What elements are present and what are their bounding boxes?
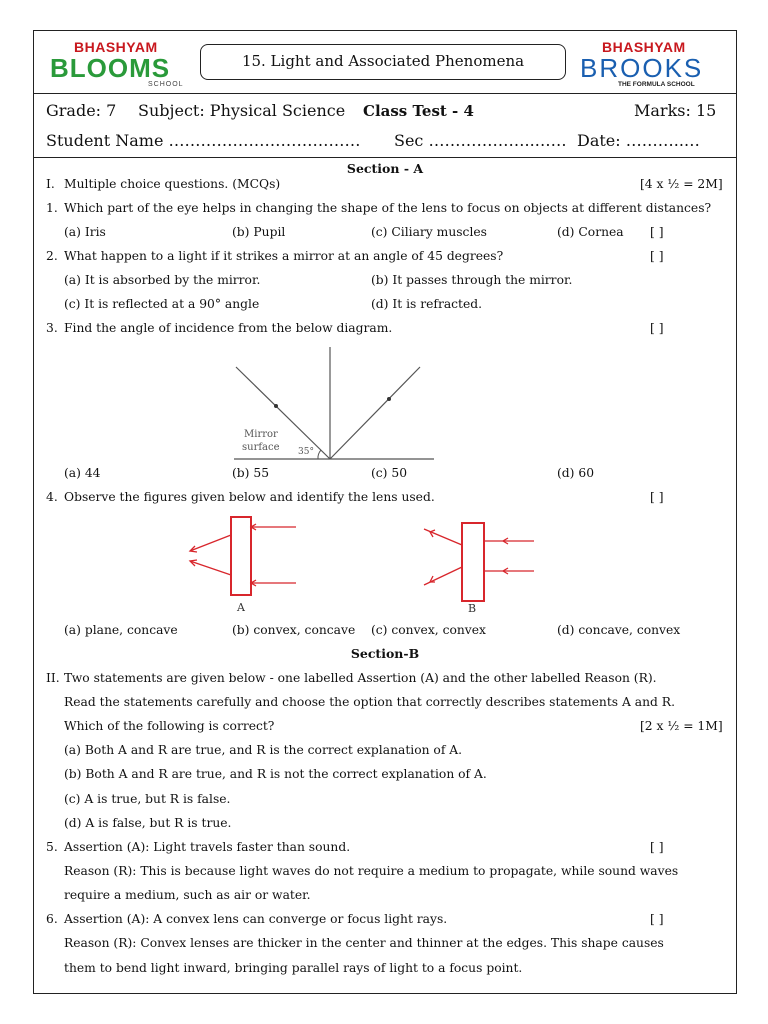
brooks-logo-main: BROOKS (580, 53, 704, 83)
blooms-logo-main: BLOOMS (50, 53, 171, 83)
section-b-heading: Section-B (350, 646, 420, 661)
ar-option-a: (a) Both A and R are true, and R is the correct explanation of A. (64, 743, 463, 757)
part-ii-line-1: Two statements are given below - one labelled Assertion (A) and the other labelled Reason (R). (64, 671, 657, 685)
section-a-heading: Section - A (346, 161, 424, 176)
q3-option-d: (d) 60 (557, 466, 595, 480)
q1-option-d: (d) Cornea (557, 225, 624, 239)
lens-figure-a (184, 515, 304, 613)
ar-option-d: (d) A is false, but R is true. (64, 816, 232, 830)
q4-option-a: (a) plane, concave (64, 623, 178, 637)
q5-answer-box[interactable]: [ ] (650, 840, 664, 854)
lens-b-rect (462, 523, 484, 601)
q1-text: Which part of the eye helps in changing the shape of the lens to focus on objects at different distances? (64, 201, 712, 215)
test-paper (33, 30, 737, 994)
blooms-logo-top: BHASHYAM (74, 39, 158, 55)
angle-label: 35° (298, 447, 314, 457)
q3-option-b: (b) 55 (232, 466, 270, 480)
part-i-text: Multiple choice questions. (MCQs) (64, 177, 281, 191)
q5-assertion: Assertion (A): Light travels faster than sound. (64, 840, 351, 854)
ar-option-c: (c) A is true, but R is false. (64, 792, 231, 806)
lens-b-label: B (468, 602, 477, 613)
blooms-logo-sub: SCHOOL (148, 81, 184, 88)
q5-reason-1: Reason (R): This is because light waves do not require a medium to propagate, while sound waves (64, 864, 679, 878)
q4-option-d: (d) concave, convex (557, 623, 681, 637)
student-name-field[interactable]: Student Name ……………………………… (46, 131, 361, 150)
angle-arc (318, 450, 321, 459)
lens-a-rect (231, 517, 251, 595)
q6-answer-box[interactable]: [ ] (650, 912, 664, 926)
date-field[interactable]: Date: ………..… (577, 131, 700, 150)
q1-option-c: (c) Ciliary muscles (371, 225, 487, 239)
q6-number: 6. (46, 912, 58, 926)
reflected-arrow (387, 397, 391, 401)
q1-number: 1. (46, 201, 58, 215)
chapter-title: 15. Light and Associated Phenomena (200, 44, 566, 80)
part-ii-marks: [2 x ½ = 1M] (640, 719, 723, 733)
brooks-logo-top: BHASHYAM (602, 39, 686, 55)
paper-header (34, 31, 736, 94)
q4-answer-box[interactable]: [ ] (650, 490, 664, 504)
q2-number: 2. (46, 249, 58, 263)
q4-option-b: (b) convex, concave (232, 623, 356, 637)
section-field[interactable]: Sec ………………..…… (394, 131, 567, 150)
q3-option-c: (c) 50 (371, 466, 408, 480)
q4-number: 4. (46, 490, 58, 504)
q6-reason-1: Reason (R): Convex lenses are thicker in the center and thinner at the edges. This shape causes (64, 936, 664, 950)
q2-option-a: (a) It is absorbed by the mirror. (64, 273, 261, 287)
lens-figure-b (416, 515, 556, 613)
reflection-diagram (224, 343, 454, 467)
part-ii-line-3: Which of the following is correct? (64, 719, 275, 733)
q2-option-b: (b) It passes through the mirror. (371, 273, 573, 287)
blooms-logo (48, 39, 208, 89)
part-ii-number: II. (46, 671, 60, 685)
brooks-logo-sub: THE FORMULA SCHOOL (618, 81, 695, 88)
q2-option-c: (c) It is reflected at a 90° angle (64, 297, 260, 311)
q6-assertion: Assertion (A): A convex lens can converge or focus light rays. (64, 912, 448, 926)
q3-text: Find the angle of incidence from the below diagram. (64, 321, 393, 335)
q4-option-c: (c) convex, convex (371, 623, 486, 637)
q3-answer-box[interactable]: [ ] (650, 321, 664, 335)
q4-text: Observe the figures given below and identify the lens used. (64, 490, 435, 504)
q3-number: 3. (46, 321, 58, 335)
ar-option-b: (b) Both A and R are true, and R is not the correct explanation of A. (64, 767, 487, 781)
q2-text: What happen to a light if it strikes a mirror at an angle of 45 degrees? (64, 249, 504, 263)
test-label: Class Test - 4 (363, 102, 474, 120)
part-ii-line-2: Read the statements carefully and choose the option that correctly describes statements A and R. (64, 695, 675, 709)
q6-reason-2: them to bend light inward, bringing parallel rays of light to a focus point. (64, 961, 523, 975)
q3-option-a: (a) 44 (64, 466, 101, 480)
student-info (34, 93, 736, 158)
reflected-ray (330, 367, 420, 459)
q5-reason-2: require a medium, such as air or water. (64, 888, 311, 902)
q1-option-a: (a) Iris (64, 225, 106, 239)
q2-answer-box[interactable]: [ ] (650, 249, 664, 263)
grade-label: Grade: 7 (46, 101, 117, 120)
q1-answer-box[interactable]: [ ] (650, 225, 664, 239)
q2-option-d: (d) It is refracted. (371, 297, 483, 311)
q1-option-b: (b) Pupil (232, 225, 286, 239)
q5-number: 5. (46, 840, 58, 854)
incident-arrow (274, 404, 278, 408)
part-i-marks: [4 x ½ = 2M] (640, 177, 723, 191)
mirror-label-1: Mirror (244, 429, 278, 440)
mirror-label-2: surface (242, 442, 280, 453)
marks-label: Marks: 15 (634, 101, 717, 120)
part-i-number: I. (46, 177, 55, 191)
lens-a-label: A (237, 601, 245, 613)
brooks-logo (580, 39, 730, 89)
subject-label: Subject: Physical Science (138, 101, 346, 120)
